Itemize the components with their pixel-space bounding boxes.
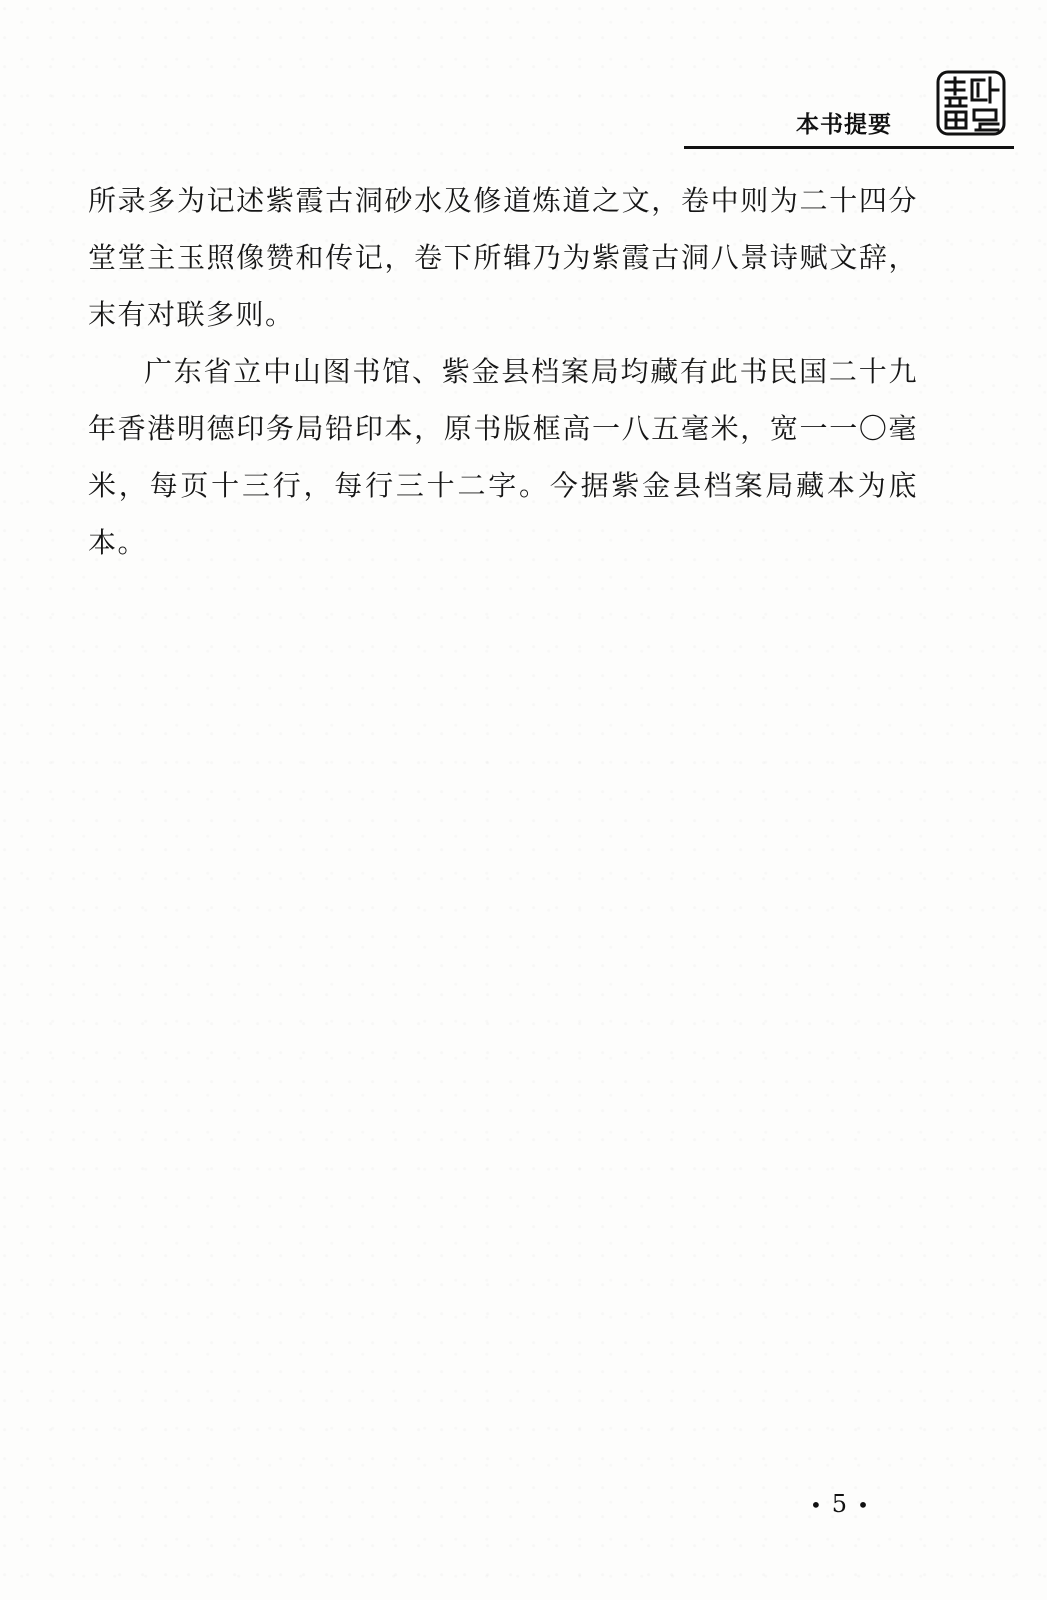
page-number: [800, 1490, 879, 1518]
running-head-title: 本书提要: [796, 112, 892, 138]
body-text: [88, 172, 918, 571]
page-number-value: 5: [831, 1490, 848, 1518]
running-head-rule: [684, 146, 1014, 149]
folio-dot-right: •: [857, 1493, 869, 1517]
folio-dot-left: •: [810, 1493, 822, 1517]
running-head: [682, 70, 1022, 156]
paragraph: 所录多为记述紫霞古洞砂水及修道炼道之文，卷中则为二十四分堂堂主玉照像赞和传记，卷下所辑乃为紫霞古洞八景诗赋文辞，末有对联多则。: [88, 184, 918, 331]
paragraph: 广东省立中山图书馆、紫金县档案局均藏有此书民国二十九年香港明德印务局铅印本，原书版框高一八五毫米，宽一一〇毫米，每页十三行，每行三十二字。今据紫金县档案局藏本为底本。: [88, 355, 918, 559]
seal-logo-icon: [936, 70, 1006, 136]
